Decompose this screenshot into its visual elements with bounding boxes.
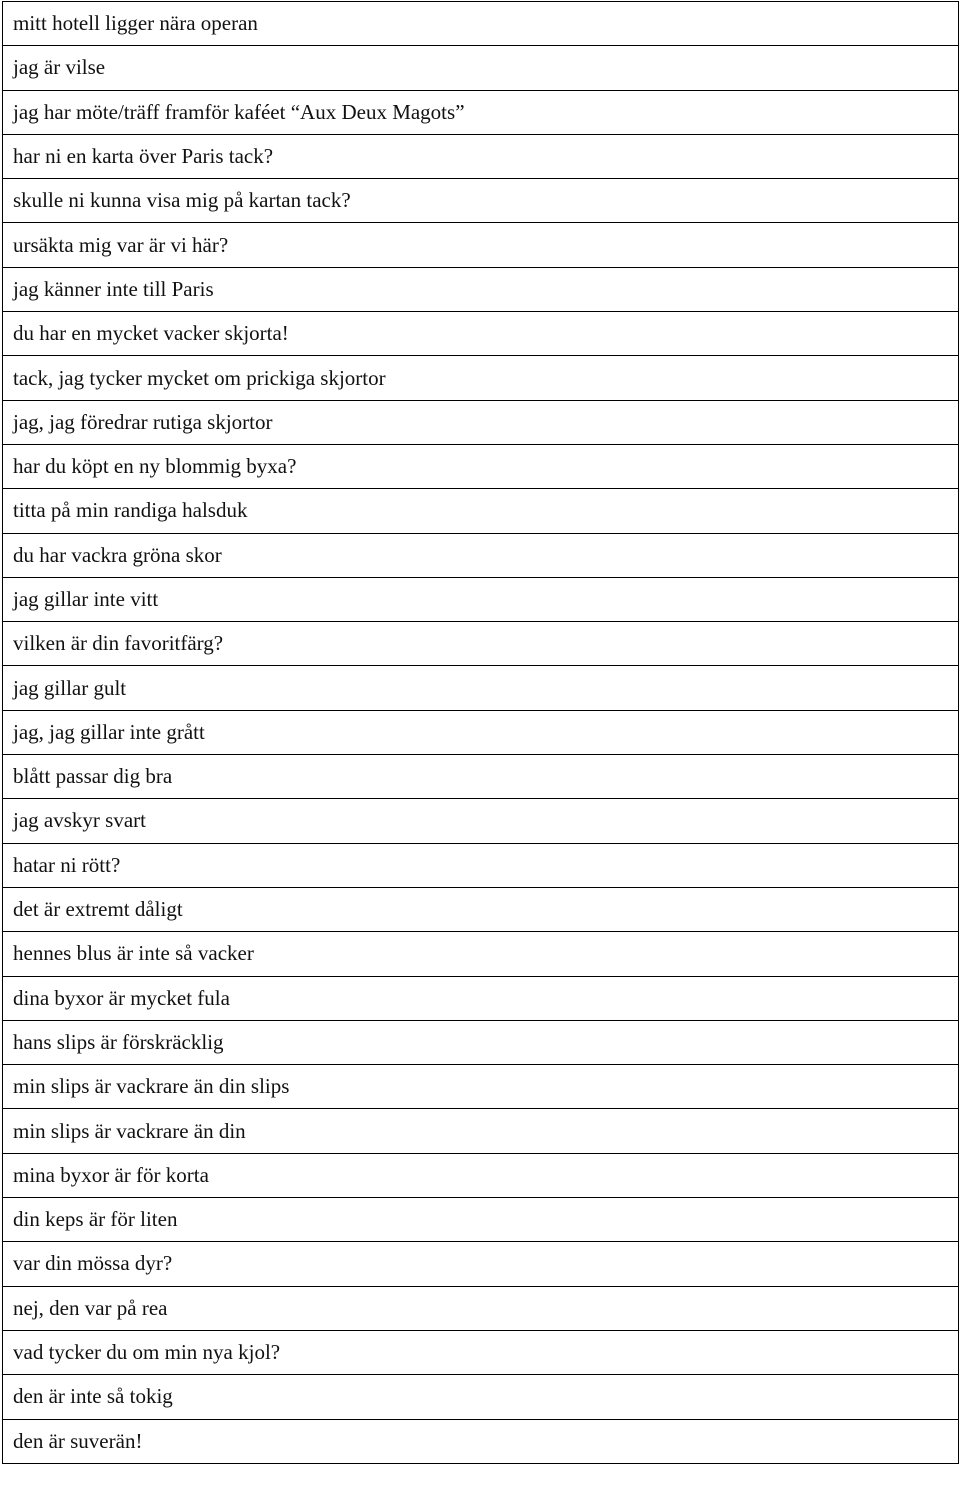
phrase-cell: jag gillar gult [3,666,959,710]
phrase-cell: den är suverän! [3,1419,959,1463]
phrase-cell: blått passar dig bra [3,755,959,799]
phrase-cell: jag, jag föredrar rutiga skjortor [3,400,959,444]
phrase-cell: min slips är vackrare än din slips [3,1065,959,1109]
table-row [3,622,959,666]
table-row [3,843,959,887]
phrase-cell: vilken är din favoritfärg? [3,622,959,666]
table-row [3,489,959,533]
phrase-cell: hans slips är förskräcklig [3,1020,959,1064]
phrase-cell: titta på min randiga halsduk [3,489,959,533]
table-row [3,799,959,843]
phrase-cell: min slips är vackrare än din [3,1109,959,1153]
table-row [3,1020,959,1064]
table-row [3,444,959,488]
phrase-cell: du har en mycket vacker skjorta! [3,312,959,356]
table-row [3,267,959,311]
table-row [3,755,959,799]
table-row [3,312,959,356]
phrase-cell: var din mössa dyr? [3,1242,959,1286]
phrase-cell: din keps är för liten [3,1198,959,1242]
phrase-cell: jag gillar inte vitt [3,577,959,621]
table-row [3,1109,959,1153]
table-row [3,577,959,621]
phrase-cell: nej, den var på rea [3,1286,959,1330]
table-row [3,400,959,444]
phrase-cell: jag känner inte till Paris [3,267,959,311]
table-row [3,223,959,267]
table-row [3,1242,959,1286]
table-row [3,887,959,931]
phrase-table-body [3,2,959,1464]
phrase-cell: mina byxor är för korta [3,1153,959,1197]
phrase-cell: jag är vilse [3,46,959,90]
phrase-cell: du har vackra gröna skor [3,533,959,577]
phrase-cell: jag avskyr svart [3,799,959,843]
phrase-cell: mitt hotell ligger nära operan [3,2,959,46]
table-row [3,932,959,976]
phrase-cell: hennes blus är inte så vacker [3,932,959,976]
table-row [3,1330,959,1374]
phrase-cell: den är inte så tokig [3,1375,959,1419]
phrase-cell: har ni en karta över Paris tack? [3,134,959,178]
table-row [3,179,959,223]
phrase-sheet [2,1,959,1464]
phrase-cell: hatar ni rött? [3,843,959,887]
table-row [3,976,959,1020]
phrase-cell: dina byxor är mycket fula [3,976,959,1020]
phrase-cell: vad tycker du om min nya kjol? [3,1330,959,1374]
phrase-cell: jag har möte/träff framför kaféet “Aux Deux Magots” [3,90,959,134]
phrase-cell: jag, jag gillar inte grått [3,710,959,754]
phrase-cell: tack, jag tycker mycket om prickiga skjortor [3,356,959,400]
phrase-cell: skulle ni kunna visa mig på kartan tack? [3,179,959,223]
phrase-table [2,1,959,1464]
table-row [3,1198,959,1242]
table-row [3,1419,959,1463]
table-row [3,46,959,90]
table-row [3,1153,959,1197]
table-row [3,710,959,754]
table-row [3,90,959,134]
phrase-cell: ursäkta mig var är vi här? [3,223,959,267]
table-row [3,1065,959,1109]
table-row [3,134,959,178]
phrase-cell: det är extremt dåligt [3,887,959,931]
table-row [3,1286,959,1330]
phrase-cell: har du köpt en ny blommig byxa? [3,444,959,488]
table-row [3,666,959,710]
table-row [3,1375,959,1419]
table-row [3,533,959,577]
table-row [3,356,959,400]
table-row [3,2,959,46]
